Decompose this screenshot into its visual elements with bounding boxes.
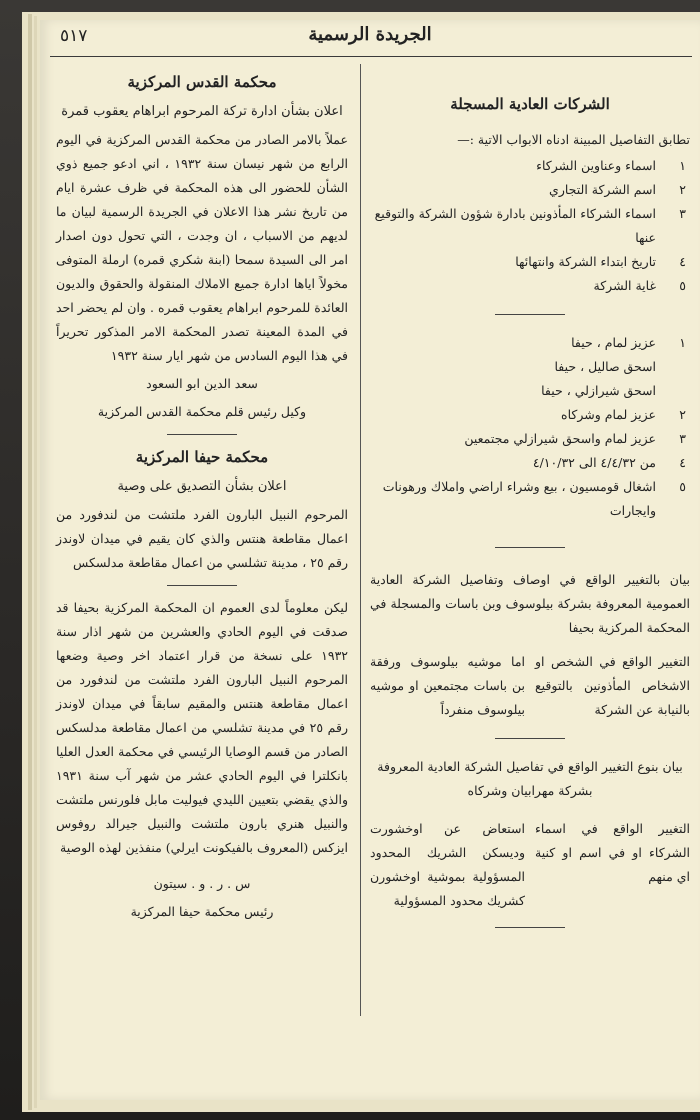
journal-title: الجريدة الرسمية bbox=[308, 24, 432, 45]
right-column bbox=[370, 64, 690, 942]
list-item: اسحق شيرازلي ، حيفا bbox=[541, 383, 656, 398]
section-separator bbox=[495, 314, 565, 315]
change-notice-field: التغيير الواقع في الشخص او الاشخاص المأذونين بالتوقيع بالنيابة عن الشركة bbox=[535, 654, 690, 717]
section-separator bbox=[495, 927, 565, 928]
section-separator bbox=[495, 738, 565, 739]
jerusalem-notice-subheading: اعلان بشأن ادارة تركة المرحوم ابراهام يعقوب قمرة bbox=[61, 104, 343, 119]
list-item: ٤ من ٤/٤/٣٢ الى ٤/١٠/٣٢ bbox=[532, 455, 686, 470]
jerusalem-signatory-name: سعد الدين ابو السعود bbox=[146, 376, 258, 391]
list-item: ٢ اسم الشركة التجاري bbox=[549, 182, 686, 197]
partnerships-heading: الشركات العادية المسجلة bbox=[450, 95, 610, 113]
list-item: اسحق صاليل ، حيفا bbox=[554, 359, 656, 374]
haifa-notice-intro: المرحوم النبيل البارون الفرد ملتشت من لندفورد من اعمال مقاطعة هنتس والذي كان يقيم في ميدان لاوندز رقم ٢٥ ، مدينة تشلسي من اعمال مقاطعة مدلسكس bbox=[56, 507, 348, 570]
list-item: ٣ عزيز لمام واسحق شيرازلي مجتمعين bbox=[464, 431, 686, 446]
list-item: ٥ اشغال قومسيون ، بيع وشراء اراضي واملاك ورهونات وايجارات bbox=[382, 479, 686, 518]
jerusalem-notice-body: عملاً بالامر الصادر من محكمة القدس المركزية في اليوم الرابع من شهر نيسان سنة ١٩٣٢ ، اني ادعو جميع ذوي الشأن للحضور الى هذه المحكمة في ظرف عشرة ايام من تاريخ نشر هذا الاعلان في الجريدة الرسمية لبيان ما لديهم من الاسباب ، ان وجدت ، التي تحول دون اصدار امر الى السيدة سمحا (ابنة شكري قمره) ارملة المتوفى مخولاً اياها ادارة جميع الاملاك المنقولة والحقوق والديون العائدة للمرحوم ابراهام يعقوب قمره . وان لم يحضر احد في المدة المعينة تصدر المحكمة الامر المذكور تحريراً في هذا اليوم السادس من شهر ايار سنة ١٩٣٢ bbox=[56, 132, 348, 363]
change-notice-table bbox=[370, 650, 690, 722]
jerusalem-signatory-title: وكيل رئيس قلم محكمة القدس المركزية bbox=[97, 404, 307, 419]
list-item: ١ اسماء وعناوين الشركاء bbox=[536, 158, 686, 173]
haifa-notice-body: ليكن معلوماً لدى العموم ان المحكمة المركزية بحيفا قد صدقت في اليوم الحادي والعشرين من شهر اذار سنة ١٩٣٢ على نسخة من قرار اعتماد اخر وصية وضعها المرحوم النبيل البارون الفرد ملتشت من لندفورد من اعمال مقاطعة هنتس والمقيم سابقاً في ميدان لاوندز رقم ٢٥ في مدينة تشلسي من اعمال مقاطعة مدلسكس الصادر من قسم الوصايا الرئيسي في محكمة العدل العليا بانكلترا في اليوم الحادي عشر من شهر آب سنة ١٩٣١ والذي يقضي بتعيين الليدي فيوليت مابل فلورنس ملتشت والنبيل هنري بارون ملتشت والنبيل جيرالد روفوس ايزكس (المعروف بالفيكونت ايرلي) منفذين لهذه الوصية bbox=[56, 600, 348, 855]
column-divider bbox=[360, 64, 361, 1016]
header-rule bbox=[50, 56, 692, 57]
change-notice-value: استعاض عن اوخشورت وديسكن الشريك المحدود المسؤولية بموشية اوخشورن كشريك محدود المسؤولية bbox=[370, 821, 525, 908]
section-separator bbox=[495, 547, 565, 548]
list-item: ٢ عزيز لمام وشركاه bbox=[561, 407, 686, 422]
page-number: ٥١٧ bbox=[60, 26, 88, 46]
left-column bbox=[56, 64, 348, 924]
partnership-entry bbox=[370, 331, 690, 523]
haifa-court-heading: محكمة حيفا المركزية bbox=[135, 448, 269, 466]
section-separator bbox=[167, 585, 237, 586]
list-item: ٥ غاية الشركة bbox=[593, 278, 686, 293]
haifa-signatory-title: رئيس محكمة حيفا المركزية bbox=[130, 904, 274, 919]
page-edge bbox=[34, 16, 37, 1108]
haifa-signatory-name: س . ر . و . سيتون bbox=[153, 876, 251, 891]
list-item: ٤ تاريخ ابتداء الشركة وانتهائها bbox=[515, 254, 686, 269]
gazette-page bbox=[40, 20, 700, 1100]
change-notice-title: بيان بنوع التغيير الواقع في تفاصيل الشركة العادية المعروفة بشركة مهرابيان وشركاه bbox=[377, 759, 683, 798]
partnerships-intro: تطابق التفاصيل المبينة ادناه الابواب الاتية :— bbox=[457, 132, 690, 147]
change-notice-field: التغيير الواقع في اسماء الشركاء او في اسم او كنية اي منهم bbox=[535, 821, 690, 884]
haifa-notice-subheading: اعلان بشأن التصديق على وصية bbox=[117, 479, 287, 494]
change-notice-table bbox=[370, 817, 690, 913]
page-edge bbox=[28, 14, 32, 1110]
list-item: ٣ اسماء الشركاء المأذونين بادارة شؤون الشركة والتوقيع عنها bbox=[374, 206, 686, 245]
change-notice-value: اما موشيه بيلوسوف ورفقة بن باسات مجتمعين او موشيه بيلوسوف منفرداً bbox=[370, 654, 525, 717]
change-notice-title: بيان بالتغيير الواقع في اوصاف وتفاصيل الشركة العادية العمومية المعروفة بشركة بيلوسوف وبن باسات والمسجلة في المحكمة المركزية بحيفا bbox=[370, 572, 690, 635]
field-list bbox=[370, 154, 690, 298]
section-separator bbox=[167, 434, 237, 435]
list-item: ١ عزيز لمام ، حيفا bbox=[571, 335, 686, 350]
jerusalem-court-heading: محكمة القدس المركزية bbox=[127, 73, 277, 91]
